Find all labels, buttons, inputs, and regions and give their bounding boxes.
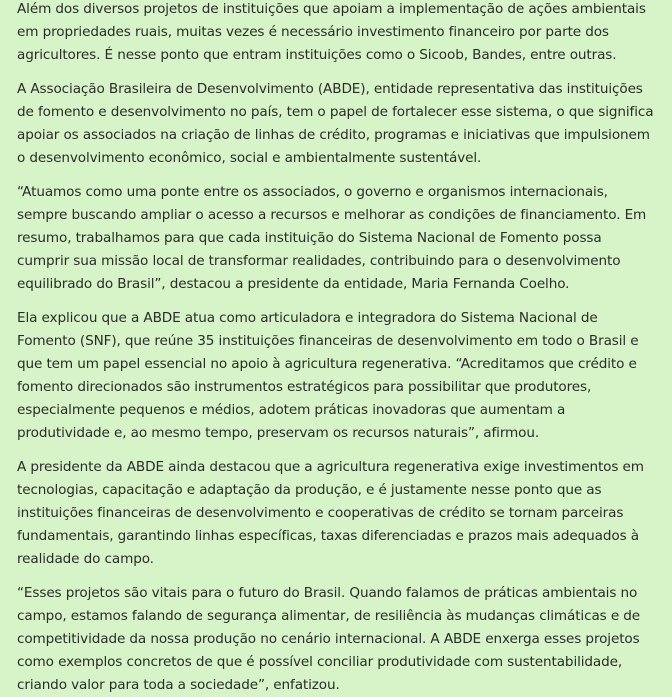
paragraph-regenerative-investment: A presidente da ABDE ainda destacou que a agricultura regenerativa exige investimentos em tecnologias, capacitação e adaptação da produção, e é justamente nesse ponto que as instituições financeiras de desenvolvimento e cooperativas de crédito se tornam parceiras fundamentais, garantindo linhas específicas, taxas diferenciadas e prazos mais adequados à realidade do campo. bbox=[17, 459, 644, 567]
paragraph-president-quote: “Atuamos como uma ponte entre os associados, o governo e organismos internacionais, sempre buscando ampliar o acesso a recursos e melhorar as condições de financiamento. Em resumo, trabalhamos para que cada instituição do Sistema Nacional de Fomento possa cumprir sua missão local de transformar realidades, contribuindo para o desenvolvimento equilibrado do Brasil”, destacou a presidente da entidade, Maria Fernanda Coelho. bbox=[17, 184, 647, 292]
paragraph-closing-quote: “Esses projetos são vitais para o futuro do Brasil. Quando falamos de práticas ambientais no campo, estamos falando de segurança alimentar, de resiliência às mudanças climáticas e de competitividade da nossa produção no cenário internacional. A ABDE enxerga esses projetos como exemplos concretos de que é possível conciliar produtividade com sustentabilidade, criando valor para toda a sociedade”, enfatizou. bbox=[17, 585, 641, 693]
paragraph-financing-intro: Além dos diversos projetos de instituições que apoiam a implementação de ações ambientais em propriedades ruais, muitas vezes é necessário investimento financeiro por parte dos agricultores. É nesse ponto que entram instituições como o Sicoob, Bandes, entre outras. bbox=[17, 1, 646, 63]
paragraph-abde-role: A Associação Brasileira de Desenvolvimento (ABDE), entidade representativa das instituições de fomento e desenvolvimento no país, tem o papel de fortalecer esse sistema, o que significa apoiar os associados na criação de linhas de crédito, programas e iniciativas que impulsionem o desenvolvimento econômico, social e ambientalmente sustentável. bbox=[17, 81, 654, 166]
paragraph-snf-explanation: Ela explicou que a ABDE atua como articuladora e integradora do Sistema Nacional de Fomento (SNF), que reúne 35 instituições financeiras de desenvolvimento em todo o Brasil e que tem um papel essencial no apoio à agricultura regenerativa. “Acreditamos que crédito e fomento direcionados são instrumentos estratégicos para possibilitar que produtores, especialmente pequenos e médios, adotem práticas inovadoras que aumentam a produtividade e, ao mesmo tempo, preservam os recursos naturais”, afirmou. bbox=[17, 310, 639, 441]
